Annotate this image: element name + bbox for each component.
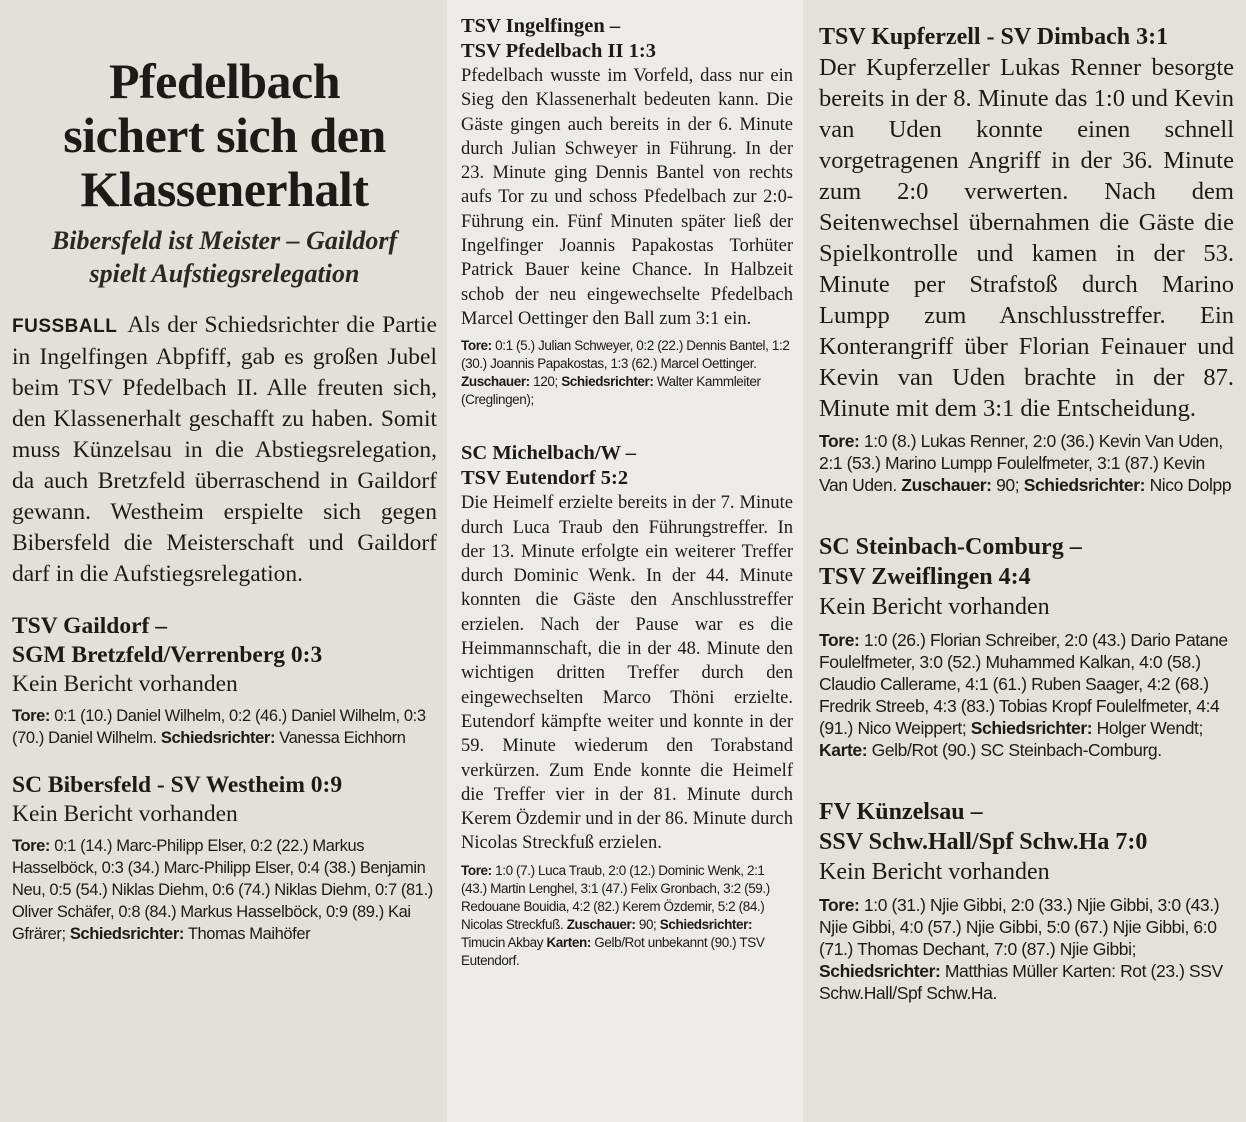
match-title: [819, 22, 1234, 52]
match-block: [461, 14, 793, 409]
label-zuschauer: Zuschauer:: [901, 475, 992, 495]
schiedsrichter: Walter Kammleiter (Creglingen);: [461, 374, 761, 408]
match-report: Pfedelbach wusste im Vorfeld, dass nur ein Sieg den Klassenerhalt bedeuten kann. Die Gäste gingen auch bereits in der 6. Minute durch Julian Schweyer in Führung. In der 23. Minute ging Dennis Bantel von rechts aufs Tor zu und schoss Pfedelbach zur 2:0-Führung ein. Fünf Minuten später ließ der Ingelfinger Joannis Papakostas Torhüter Patrick Bauer keine Chance. In Halbzeit schob der neu eingewechselte Pfedelbach Marcel Oettinger den Ball zum 3:1 ein.: [461, 66, 793, 329]
schiedsrichter: Holger Wendt;: [1096, 718, 1203, 738]
headline-line: Klassenerhalt: [80, 161, 369, 217]
match-stats: [12, 705, 437, 749]
subheadline: [12, 224, 437, 290]
column-right: [803, 0, 1246, 1122]
match-title: [461, 14, 793, 64]
match-report: Kein Bericht vorhanden: [12, 671, 238, 697]
label-schiedsrichter: Schiedsrichter:: [561, 374, 654, 390]
column-left: [0, 0, 447, 1122]
label-schiedsrichter: Schiedsrichter:: [970, 718, 1093, 738]
label-tore: Tore:: [461, 338, 492, 354]
match-report: Kein Bericht vorhanden: [819, 594, 1050, 620]
subheadline-line: spielt Aufstiegsrelegation: [89, 259, 360, 288]
match-title-line: FV Künzelsau –: [819, 799, 983, 825]
label-zuschauer: Zuschauer:: [566, 916, 636, 932]
match-stats: [819, 629, 1234, 761]
match-title: [461, 441, 793, 491]
tore: 1:0 (8.) Lukas Renner, 2:0 (36.) Kevin Van Uden, 2:1 (53.) Marino Lumpp Foulelfmeter, 3:1 (87.) Kevin Van Uden.: [819, 431, 1223, 495]
match-block: [819, 532, 1234, 761]
match-title-line: SGM Bretzfeld/Verrenberg 0:3: [12, 642, 323, 668]
match-block: [819, 22, 1234, 496]
match-title-line: SC Steinbach-Comburg –: [819, 534, 1082, 560]
match-title: [12, 612, 437, 670]
schiedsrichter: Nico Dolpp: [1149, 475, 1232, 495]
schiedsrichter: Vanessa Eichhorn: [279, 729, 406, 747]
karten: Gelb/Rot (90.) SC Steinbach-Comburg.: [871, 740, 1162, 760]
match-title: [819, 797, 1234, 857]
match-report: Kein Bericht vorhanden: [819, 859, 1050, 885]
zuschauer: 90;: [638, 916, 657, 932]
tore: 0:1 (10.) Daniel Wilhelm, 0:2 (46.) Daniel Wilhelm, 0:3 (70.) Daniel Wilhelm.: [12, 707, 426, 747]
label-schiedsrichter: Schiedsrichter:: [160, 729, 276, 747]
tore: 0:1 (5.) Julian Schweyer, 0:2 (22.) Dennis Bantel, 1:2 (30.) Joannis Papakostas, 1:3 (62.) Marcel Oettinger.: [461, 338, 790, 372]
schiedsrichter: Matthias Müller Karten: Rot (23.) SSV Schw.Hall/Spf Schw.Ha.: [819, 961, 1223, 1003]
karten: Gelb/Rot unbekannt (90.) TSV Eutendorf.: [461, 934, 765, 968]
match-title-line: TSV Gaildorf –: [12, 613, 167, 639]
intro-text: Als der Schiedsrichter die Partie in Ingelfingen Abpfiff, gab es großen Jubel beim TSV Pfedelbach II. Alle freuten sich, den Klassenerhalt geschafft zu haben. Somit muss Künzelsau in die Abstiegsrelegation, da auch Bretzfeld überraschend in Gaildorf gewann. Westheim erspielte sich gegen Bibersfeld die Meisterschaft und Gaildorf darf in die Aufstiegsrelegation.: [12, 312, 437, 587]
match-stats: [819, 430, 1234, 496]
zuschauer: 90;: [996, 475, 1020, 495]
match-stats: [461, 337, 793, 409]
match-stats: [461, 862, 793, 970]
label-schiedsrichter: Schiedsrichter:: [659, 916, 753, 932]
match-title-line: TSV Eutendorf 5:2: [461, 467, 629, 490]
match-block: [819, 797, 1234, 1004]
label-tore: Tore:: [819, 630, 860, 650]
label-tore: Tore:: [461, 862, 492, 878]
match-title-line: SC Michelbach/W –: [461, 442, 637, 465]
tore: 1:0 (26.) Florian Schreiber, 2:0 (43.) Dario Patane Foulelfmeter, 3:0 (52.) Muhammed Kalkan, 4:0 (58.) Claudio Callerame, 4:1 (61.) Ruben Saager, 4:2 (68.) Fredrik Streeb, 4:3 (83.) Tobias Kropf Foulelfmeter, 4:4 (91.) Nico Weippert;: [819, 630, 1228, 738]
label-karten: Karten:: [546, 934, 591, 950]
match-report: Der Kupferzeller Lukas Renner besorgte bereits in der 8. Minute das 1:0 und Kevin van Uden konnte einen schnell vorgetragenen Angriff in der 36. Minute zum 2:0 verwerten. Nach dem Seitenwechsel übernahmen die Gäste die Spielkontrolle und kamen in der 53. Minute per Strafstoß durch Marino Lumpp zum Anschlusstreffer. Ein Konterangriff über Florian Feinauer und Kevin van Uden brachte in der 87. Minute mit dem 3:1 die Entscheidung.: [819, 54, 1234, 422]
headline-line: Pfedelbach: [108, 53, 341, 109]
tore: 1:0 (31.) Njie Gibbi, 2:0 (33.) Njie Gibbi, 3:0 (43.) Njie Gibbi, 4:0 (57.) Njie Gibbi, 5:0 (67.) Njie Gibbi, 6:0 (71.) Thomas Dechant, 7:0 (87.) Njie Gibbi;: [819, 895, 1220, 959]
match-report: Die Heimelf erzielte bereits in der 7. Minute durch Luca Traub den Führungstreffer. In der 13. Minute erfolgte ein weiterer Treffer durch Dominic Wenk. In der 44. Minute konnten die Gäste den Anschlusstreffer erzielen. Nach der Pause war es die Heimmannschaft, die in der 48. Minute den wichtigen dritten Treffer durch den eingewechselten Marco Thöni erzielte. Eutendorf kämpfte weiter und konnte in der 59. Minute wiederum den Torabstand verkürzen. Zum Ende konnte die Heimelf die Treffer vier in der 81. Minute durch Kerem Özdemir und in der 86. Minute durch Nicolas Streckfuß erzielen.: [461, 493, 793, 854]
label-tore: Tore:: [819, 895, 860, 915]
kicker: FUSSBALL: [12, 316, 118, 337]
match-title: [819, 532, 1234, 592]
match-title: [12, 771, 437, 800]
match-stats: [12, 835, 437, 945]
subheadline-line: Bibersfeld ist Meister – Gaildorf: [51, 226, 398, 255]
tore: 1:0 (7.) Luca Traub, 2:0 (12.) Dominic Wenk, 2:1 (43.) Martin Lenghel, 3:1 (47.) Felix Gronbach, 3:2 (59.) Redouane Bouidia, 4:2 (82.) Kerem Özdemir, 5:2 (84.) Nicolas Streckfuß.: [461, 862, 770, 932]
match-title-line: SC Bibersfeld - SV Westheim 0:9: [12, 772, 343, 798]
headline-line: sichert sich den: [63, 107, 386, 163]
schiedsrichter: Thomas Maihöfer: [187, 925, 311, 943]
match-title-line: TSV Ingelfingen –: [461, 15, 621, 37]
match-block: [12, 612, 437, 749]
match-block: [12, 771, 437, 945]
label-tore: Tore:: [12, 707, 51, 725]
match-title-line: TSV Kupferzell - SV Dimbach 3:1: [819, 24, 1169, 50]
zuschauer: 120;: [533, 374, 558, 390]
match-title-line: TSV Zweiflingen 4:4: [819, 564, 1031, 590]
match-block: [461, 441, 793, 969]
label-zuschauer: Zuschauer:: [461, 374, 530, 390]
match-title-line: TSV Pfedelbach II 1:3: [461, 40, 656, 62]
label-schiedsrichter: Schiedsrichter:: [819, 961, 941, 981]
intro-paragraph: [12, 310, 437, 590]
schiedsrichter: Timucin Akbay: [461, 934, 544, 950]
match-report: Kein Bericht vorhanden: [12, 801, 238, 827]
match-stats: [819, 894, 1234, 1004]
headline: [12, 54, 437, 216]
label-schiedsrichter: Schiedsrichter:: [69, 925, 184, 943]
label-karten: Karte:: [819, 740, 868, 760]
label-tore: Tore:: [12, 837, 51, 855]
match-title-line: SSV Schw.Hall/Spf Schw.Ha 7:0: [819, 829, 1148, 855]
column-middle: [447, 0, 803, 1122]
label-schiedsrichter: Schiedsrichter:: [1023, 475, 1146, 495]
tore: 0:1 (14.) Marc-Philipp Elser, 0:2 (22.) Markus Hasselböck, 0:3 (34.) Marc-Philipp Elser, 0:4 (38.) Benjamin Neu, 0:5 (54.) Niklas Diehm, 0:6 (74.) Niklas Diehm, 0:7 (81.) Oliver Schäfer, 0:8 (84.) Markus Hasselböck, 0:9 (89.) Kai Gfrärer;: [12, 837, 433, 943]
label-tore: Tore:: [819, 431, 860, 451]
